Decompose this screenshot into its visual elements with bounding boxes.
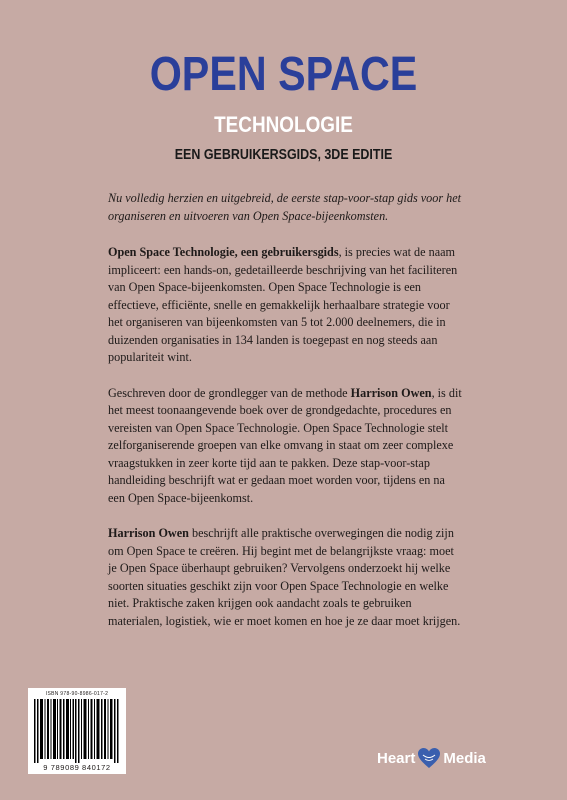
paragraph-2-lead: Geschreven door de grondlegger van de methode — [108, 385, 351, 400]
isbn-barcode — [28, 688, 126, 774]
paragraph-3 — [108, 525, 463, 630]
intro-paragraph: Nu volledig herzien en uitgebreid, de eerste stap-voor-stap gids voor het organiseren en uitvoeren van Open Space-bijeenkomsten. — [108, 191, 462, 223]
back-cover-text — [108, 190, 463, 648]
paragraph-2 — [108, 385, 463, 508]
barcode-bars — [34, 699, 120, 763]
publisher-name-left: Heart — [377, 749, 416, 767]
paragraph-1 — [108, 244, 463, 367]
author-name-inline: Harrison Owen — [350, 385, 432, 400]
paragraph-3-text: beschrijft alle praktische overwegingen die nodig zijn om Open Space te creëren. Hij begint met de belangrijkste vraag: moet je Open Space überhaupt gebruiken? Vervolgens onderzoekt hij welke soorten situaties geschikt zijn voor Open Space Technologie en welke niet. Praktische zaken krijgen ook aandacht zoals te gebruiken materialen, logistiek, wie er moet komen en hoe je ze daar moet krijgen. — [108, 526, 461, 628]
publisher-logo — [377, 745, 486, 771]
cover-title: OPEN SPACE — [149, 48, 418, 101]
paragraph-2-text: , is dit het meest toonaangevende boek over de grondgedachte, procedures en vereisten van Open Space Technologie. Open Space Technologie stelt zelforganiserende groepen van elke omvang in staat om zeer complexe vraagstukken in zeer korte tijd aan te pakken. Deze stap-voor-stap handleiding beschrijft wat er gedaan moet worden voor, tijdens en na een Open Space-bijeenkomst. — [108, 385, 462, 505]
isbn-label: ISBN 978-90-8986-017-2 — [45, 691, 109, 697]
cover-edition: EEN GEBRUIKERSGIDS, 3DE EDITIE — [174, 147, 393, 163]
publisher-name-right: Media — [443, 749, 486, 767]
cover-subtitle: TECHNOLOGIE — [214, 112, 353, 137]
book-title-inline: Open Space Technologie, een gebruikersgids — [108, 245, 339, 259]
heart-icon — [417, 747, 441, 769]
isbn-digits: 9 789089 840172 — [43, 763, 111, 772]
paragraph-1-text: , is precies wat de naam impliceert: een hands-on, gedetailleerde beschrijving van het faciliteren van Open Space-bijeenkomsten. Open Space Technologie is een effectieve, efficiënte, snelle en gemakkelijk herhaalbare strategie voor het organiseren van bijeenkomsten van 5 tot 2.000 deelnemers, die in duizenden organisaties in 134 landen is toegepast en nog steeds aan populariteit wint. — [108, 245, 458, 364]
author-name-inline: Harrison Owen — [108, 526, 189, 540]
